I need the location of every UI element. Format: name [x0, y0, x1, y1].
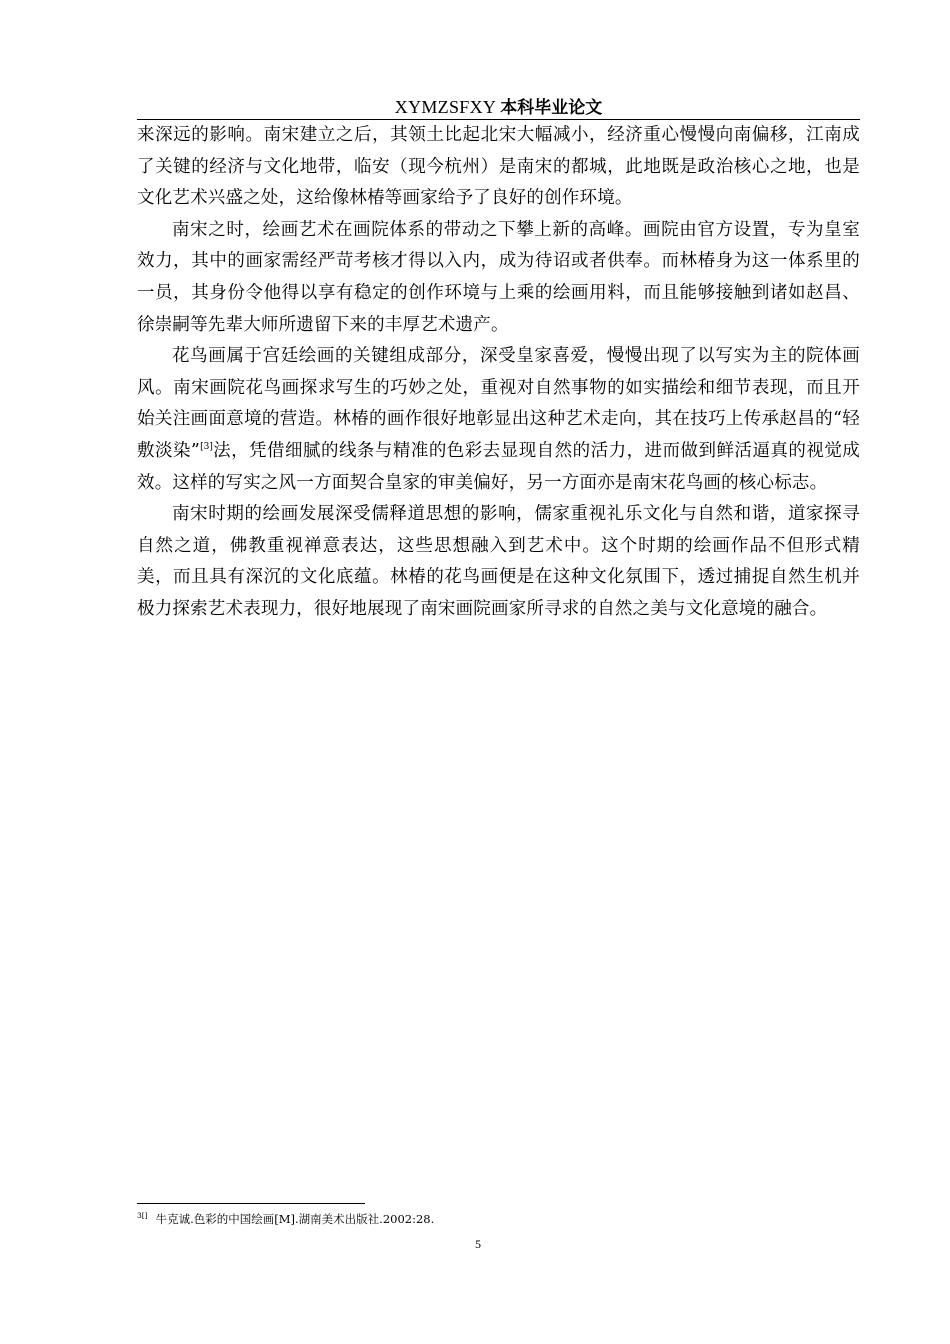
- paragraph-1: 来深远的影响。南宋建立之后，其领土比起北宋大幅减小，经济重心慢慢向南偏移，江南成了关键的经济与文化地带，临安（现今杭州）是南宋的都城，此地既是政治核心之地，也是文化艺术兴盛之处，这给像林椿等画家给予了良好的创作环境。: [137, 125, 860, 209]
- footnote-mark: 3[]: [137, 1211, 148, 1221]
- header-label: 本科毕业论文: [500, 98, 603, 118]
- footnote: [137, 1211, 860, 1227]
- footnote-text: 牛克诚.色彩的中国绘画[M].湖南美术出版社.2002:28.: [155, 1212, 435, 1226]
- citation-ref[interactable]: [3]: [200, 442, 213, 453]
- paragraph-3-text-after-ref: 法，凭借细腻的线条与精准的色彩去显现自然的活力，进而做到鲜活逼真的视觉成效。这样的写实之风一方面契合皇家的审美偏好，另一方面亦是南宋花鸟画的核心标志。: [137, 440, 860, 493]
- footnote-divider: [137, 1203, 365, 1204]
- paragraph-3-text-before-ref: 花鸟画属于宫廷绘画的关键组成部分，深受皇家喜爱，慢慢出现了以写实为主的院体画风。南宋画院花鸟画探求写生的巧妙之处，重视对自然事物的如实描绘和细节表现，而且开始关注画面意境的营造。林椿的画作很好地彰显出这种艺术走向，其在技巧上传承赵昌的“轻敷淡染”: [137, 346, 860, 461]
- header-code: XYMZSFXY: [394, 97, 497, 117]
- page-header: [137, 95, 860, 120]
- paragraph-4: 南宋时期的绘画发展深受儒释道思想的影响，儒家重视礼乐文化与自然和谐，道家探寻自然之道，佛教重视禅意表达，这些思想融入到艺术中。这个时期的绘画作品不但形式精美，而且具有深沉的文化底蕴。林椿的花鸟画便是在这种文化氛围下，透过捕捉自然生机并极力探索艺术表现力，很好地展现了南宋画院画家所寻求的自然之美与文化意境的融合。: [137, 504, 860, 619]
- paragraph-2: 南宋之时，绘画艺术在画院体系的带动之下攀上新的高峰。画院由官方设置，专为皇室效力，其中的画家需经严苛考核才得以入内，成为待诏或者供奉。而林椿身为这一体系里的一员，其身份令他得以享有稳定的创作环境与上乘的绘画用料，而且能够接触到诸如赵昌、徐崇嗣等先辈大师所遗留下来的丰厚艺术遗产。: [137, 219, 860, 335]
- body-text: [137, 120, 860, 626]
- page-number: 5: [475, 1237, 481, 1251]
- paragraph-3: [137, 341, 860, 499]
